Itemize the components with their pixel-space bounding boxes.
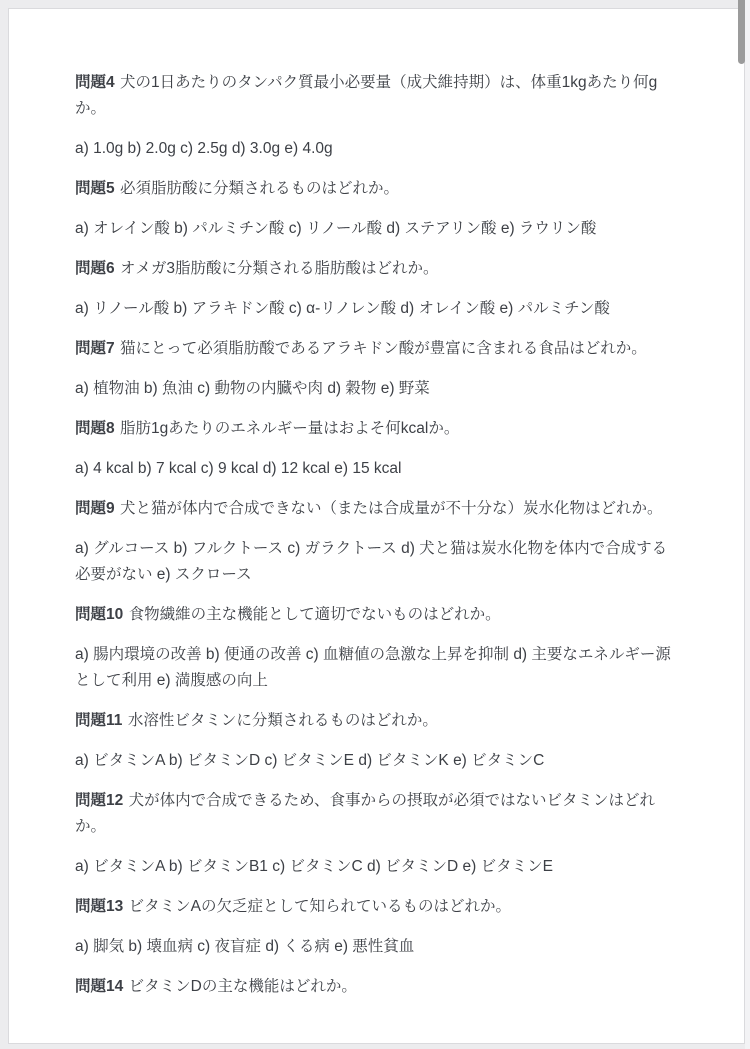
question-number: 問題7 bbox=[75, 340, 115, 357]
question-number: 問題12 bbox=[75, 792, 124, 809]
question-line bbox=[75, 788, 676, 840]
question-number: 問題11 bbox=[75, 712, 123, 729]
question-text: 脂肪1gあたりのエネルギー量はおよそ何kcalか。 bbox=[120, 420, 460, 437]
options-line: a) 脚気 b) 壊血病 c) 夜盲症 d) くる病 e) 悪性貧血 bbox=[75, 938, 415, 955]
question-number: 問題6 bbox=[75, 260, 115, 277]
question-block bbox=[75, 336, 676, 402]
options-line: a) 腸内環境の改善 b) 便通の改善 c) 血糖値の急激な上昇を抑制 d) 主要なエネルギー源として利用 e) 満腹感の向上 bbox=[75, 646, 671, 689]
question-line bbox=[75, 974, 676, 1000]
options-line: a) ビタミンA b) ビタミンB1 c) ビタミンC d) ビタミンD e) ビタミンE bbox=[75, 858, 553, 875]
document-page bbox=[8, 8, 745, 1044]
question-block bbox=[75, 708, 676, 774]
question-block bbox=[75, 70, 676, 162]
question-block bbox=[75, 416, 676, 482]
question-block bbox=[75, 602, 676, 694]
question-text: ビタミンDの主な機能はどれか。 bbox=[128, 978, 357, 995]
question-text: ビタミンAの欠乏症として知られているものはどれか。 bbox=[128, 898, 512, 915]
question-block bbox=[75, 894, 676, 960]
options-line: a) 4 kcal b) 7 kcal c) 9 kcal d) 12 kcal e) 15 kcal bbox=[75, 460, 402, 477]
question-text: オメガ3脂肪酸に分類される脂肪酸はどれか。 bbox=[120, 260, 439, 277]
question-line bbox=[75, 496, 676, 522]
question-number: 問題10 bbox=[75, 606, 124, 623]
question-text: 水溶性ビタミンに分類されるものはどれか。 bbox=[127, 712, 438, 729]
options-line: a) ビタミンA b) ビタミンD c) ビタミンE d) ビタミンK e) ビタミンC bbox=[75, 752, 545, 769]
question-number: 問題5 bbox=[75, 180, 115, 197]
question-text: 猫にとって必須脂肪酸であるアラキドン酸が豊富に含まれる食品はどれか。 bbox=[120, 340, 647, 357]
question-number: 問題4 bbox=[75, 74, 115, 91]
question-line bbox=[75, 708, 676, 734]
scrollbar-track[interactable] bbox=[745, 0, 750, 1049]
question-block bbox=[75, 788, 676, 880]
question-text: 犬が体内で合成できるため、食事からの摂取が必須ではないビタミンはどれか。 bbox=[75, 792, 656, 835]
question-line bbox=[75, 894, 676, 920]
question-block bbox=[75, 496, 676, 588]
question-text: 食物繊維の主な機能として適切でないものはどれか。 bbox=[128, 606, 501, 623]
question-number: 問題9 bbox=[75, 500, 115, 517]
question-text: 犬と猫が体内で合成できない（または合成量が不十分な）炭水化物はどれか。 bbox=[120, 500, 663, 517]
question-text: 犬の1日あたりのタンパク質最小必要量（成犬維持期）は、体重1kgあたり何gか。 bbox=[75, 74, 658, 117]
question-block bbox=[75, 256, 676, 322]
question-text: 必須脂肪酸に分類されるものはどれか。 bbox=[120, 180, 400, 197]
question-block bbox=[75, 176, 676, 242]
options-line: a) グルコース b) フルクトース c) ガラクトース d) 犬と猫は炭水化物を体内で合成する必要がない e) スクロース bbox=[75, 540, 668, 583]
options-line: a) 1.0g b) 2.0g c) 2.5g d) 3.0g e) 4.0g bbox=[75, 140, 333, 157]
question-line bbox=[75, 416, 676, 442]
question-number: 問題14 bbox=[75, 978, 124, 995]
question-line bbox=[75, 602, 676, 628]
question-line bbox=[75, 256, 676, 282]
scrollbar-thumb[interactable] bbox=[738, 0, 745, 64]
question-block bbox=[75, 974, 676, 1000]
question-line bbox=[75, 70, 676, 122]
question-number: 問題8 bbox=[75, 420, 115, 437]
options-line: a) リノール酸 b) アラキドン酸 c) α-リノレン酸 d) オレイン酸 e) パルミチン酸 bbox=[75, 300, 610, 317]
question-line bbox=[75, 336, 676, 362]
options-line: a) オレイン酸 b) パルミチン酸 c) リノール酸 d) ステアリン酸 e) ラウリン酸 bbox=[75, 220, 597, 237]
options-line: a) 植物油 b) 魚油 c) 動物の内臓や肉 d) 穀物 e) 野菜 bbox=[75, 380, 430, 397]
question-number: 問題13 bbox=[75, 898, 124, 915]
question-line bbox=[75, 176, 676, 202]
